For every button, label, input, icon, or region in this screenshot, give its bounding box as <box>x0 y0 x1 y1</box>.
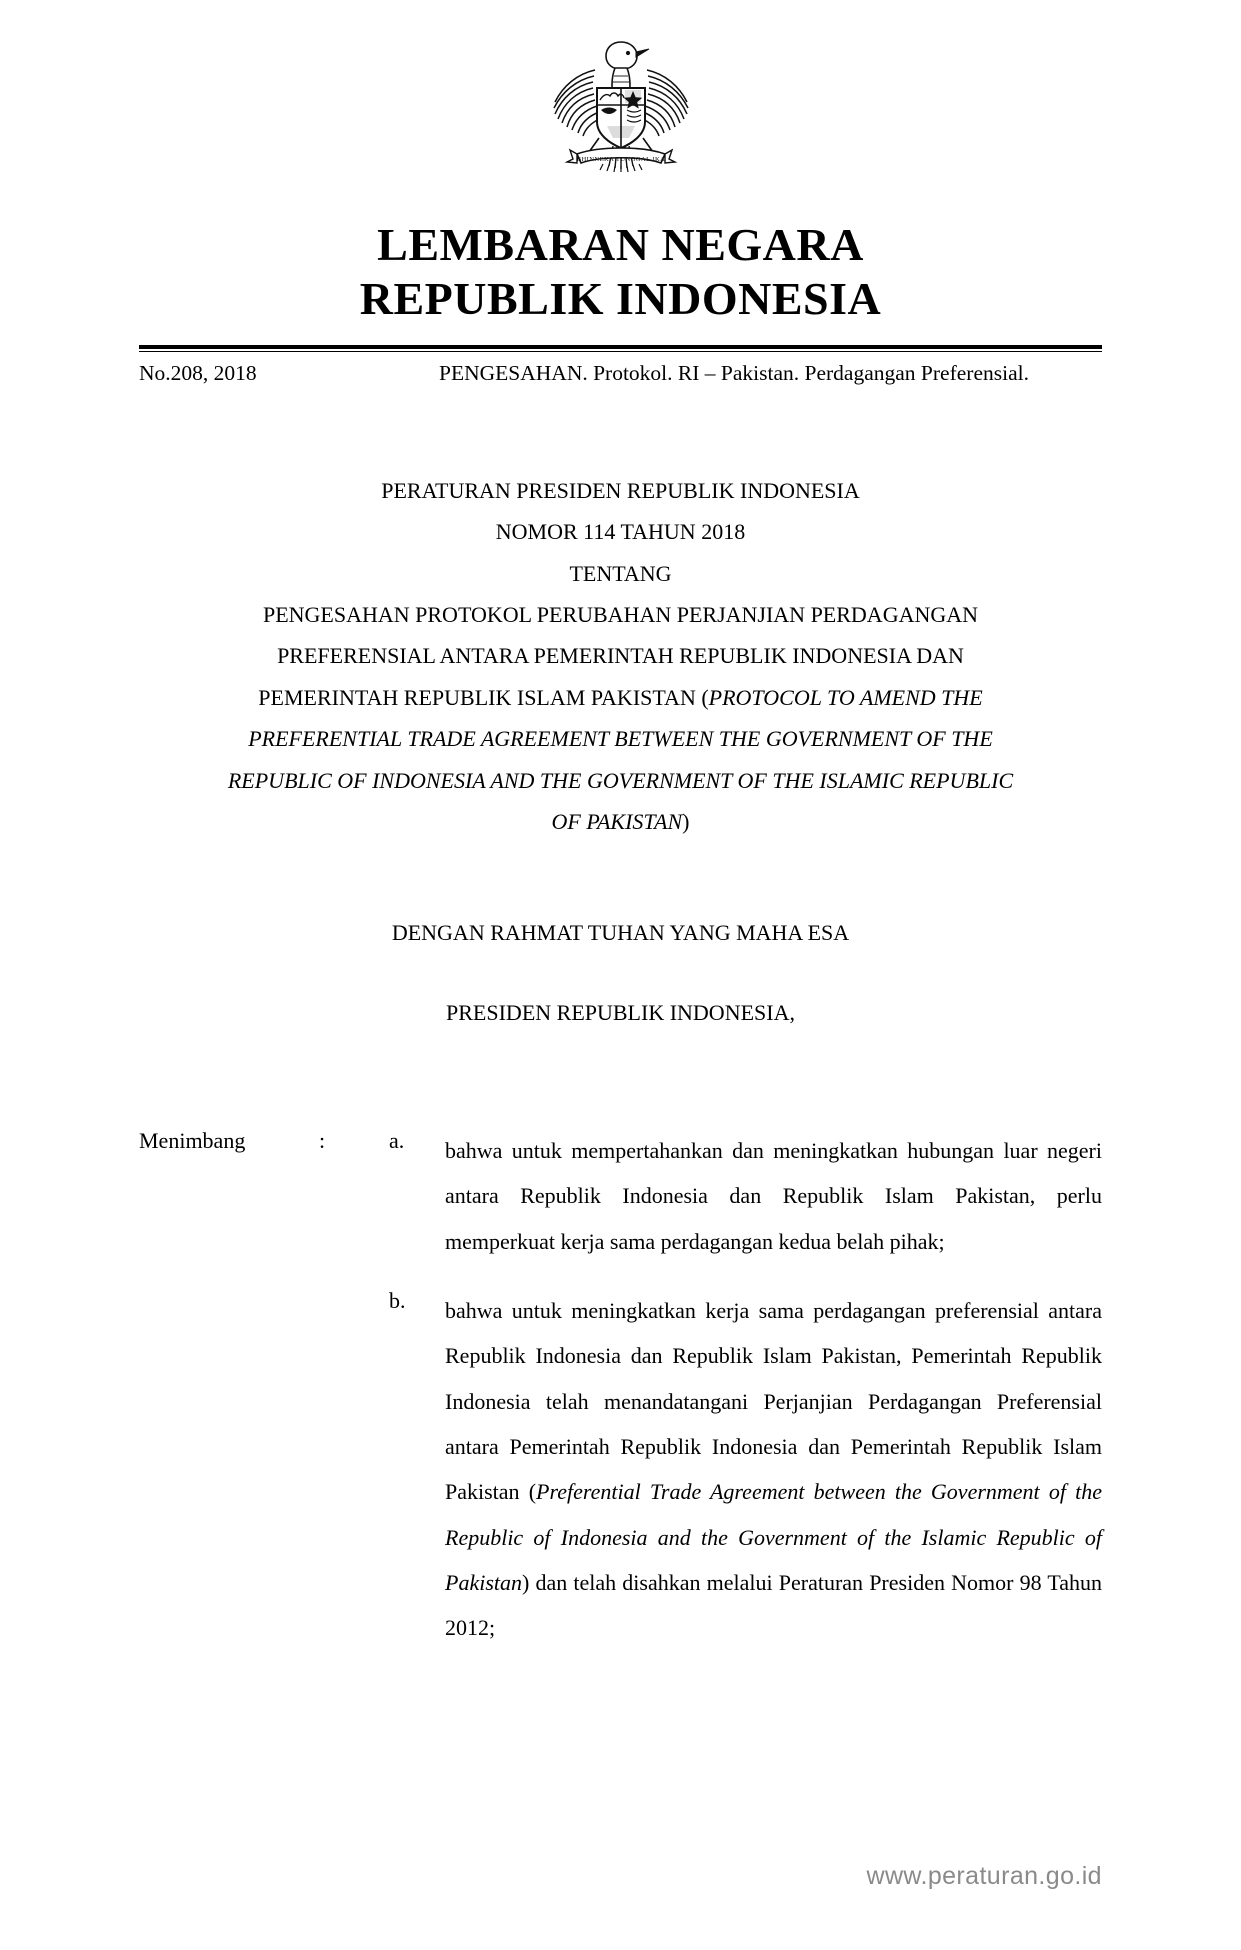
masthead-line-2: REPUBLIK INDONESIA <box>359 272 882 324</box>
consideration-item-a <box>349 1128 1102 1264</box>
title-line-subject-2: PREFERENSIAL ANTARA PEMERINTAH REPUBLIK INDONESIA DAN <box>277 643 964 669</box>
gazette-number: No.208, 2018 <box>139 361 257 385</box>
consideration-item-b <box>349 1288 1102 1651</box>
gazette-subject: PENGESAHAN. Protokol. RI – Pakistan. Perdagangan Preferensial. <box>439 361 1029 385</box>
title-line-number: NOMOR 114 TAHUN 2018 <box>495 519 746 545</box>
invocation-line: DENGAN RAHMAT TUHAN YANG MAHA ESA <box>391 920 850 945</box>
title-line-subject-1: PENGESAHAN PROTOKOL PERUBAHAN PERJANJIAN PERDAGANGAN <box>262 602 979 628</box>
consideration-text-b-italic: Preferential Trade Agreement between the Government of the Republic of Indonesia and the Government of the Islamic Republic of Pakistan <box>445 1479 1102 1595</box>
consideration-text-b <box>445 1288 1102 1651</box>
consideration-marker-b: b. <box>389 1287 406 1313</box>
garuda-pancasila-emblem <box>537 26 705 176</box>
masthead-line-1: LEMBARAN NEGARA <box>377 219 864 270</box>
considerations-colon: : <box>319 1128 326 1153</box>
title-line-tentang: TENTANG <box>569 560 672 586</box>
title-line-english-2: PREFERENTIAL TRADE AGREEMENT BETWEEN THE GOVERNMENT OF THE <box>248 726 993 752</box>
consideration-text-a: bahwa untuk mempertahankan dan meningkatkan hubungan luar negeri antara Republik Indonesia dan Republik Islam Pakistan, perlu memperkuat kerja sama perdagangan kedua belah pihak; <box>445 1138 1102 1254</box>
title-line-subject-3 <box>139 677 1102 718</box>
emblem-container <box>0 26 1241 181</box>
header-divider-rule <box>139 345 1102 352</box>
consideration-text-b-part1: bahwa untuk meningkatkan kerja sama perdagangan preferensial antara Republik Indonesia dan Republik Islam Pakistan, Pemerintah Republik Indonesia telah menandatangani Perjanjian Perdagangan Preferensial antara Pemerintah Republik Indonesia dan Pemerintah Republik Islam Pakistan ( <box>445 1297 1102 1505</box>
considerations-label: Menimbang <box>139 1128 246 1153</box>
title-line-subject-3-plain: PEMERINTAH REPUBLIK ISLAM PAKISTAN ( <box>258 684 709 710</box>
consideration-marker-a: a. <box>389 1128 405 1153</box>
masthead-title <box>0 218 1241 326</box>
title-line-subject-3-italic: PROTOCOL TO AMEND THE <box>708 684 983 710</box>
title-line-english-4-italic: OF PAKISTAN <box>551 808 683 834</box>
title-line-english-3: REPUBLIC OF INDONESIA AND THE GOVERNMENT OF THE ISLAMIC REPUBLIC <box>227 767 1014 793</box>
footer-watermark: www.peraturan.go.id <box>866 1862 1102 1890</box>
title-line-institution: PERATURAN PRESIDEN REPUBLIK INDONESIA <box>381 478 860 503</box>
title-line-english-4-close-paren: ) <box>682 808 690 834</box>
svg-text:BHINNEKA TUNGGAL IKA: BHINNEKA TUNGGAL IKA <box>576 156 665 163</box>
gazette-header-row <box>139 358 1102 389</box>
consideration-text-b-part2: ) dan telah disahkan melalui Peraturan Presiden Nomor 98 Tahun 2012; <box>445 1569 1102 1641</box>
considerations-section <box>139 1128 1102 1674</box>
regulation-title-block <box>139 470 1102 842</box>
president-line: PRESIDEN REPUBLIK INDONESIA, <box>446 1000 795 1025</box>
title-line-english-4 <box>139 801 1102 842</box>
considerations-list <box>349 1128 1102 1650</box>
